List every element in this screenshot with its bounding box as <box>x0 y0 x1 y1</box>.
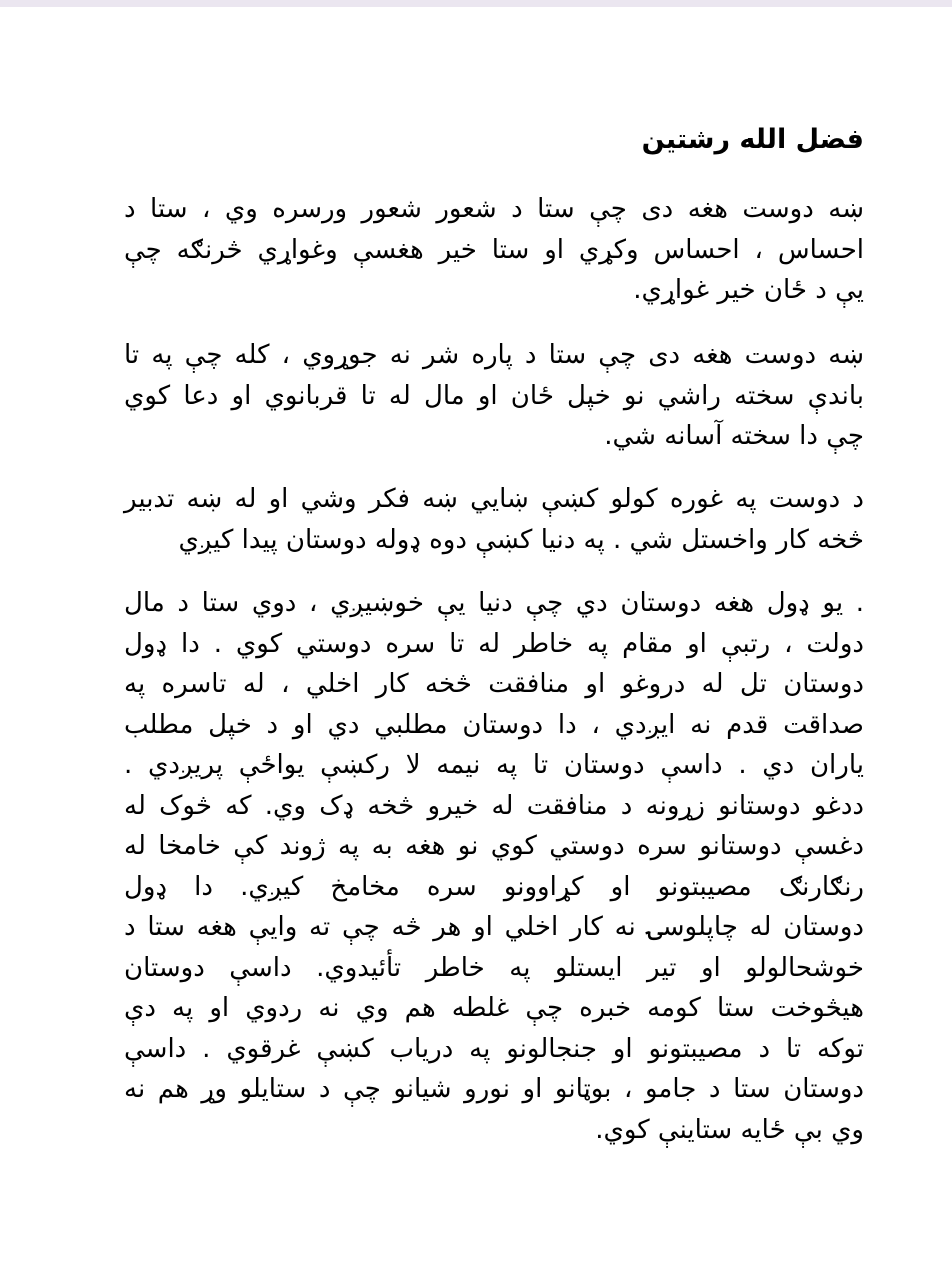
text-line: دوستان له چاپلوسۍ نه کار اخلي او هر څه چې ته وایې هغه ستا د <box>124 912 864 942</box>
text-line: یې د ځان خیر غواړي. <box>633 275 864 305</box>
text-line: صداقت قدم نه ایږدي ، دا دوستان مطلبي دي او د خپل مطلب <box>124 709 864 740</box>
text-line: څخه کار واخستل شي . په دنیا کښې دوه ډوله دوستان پیدا کیږي <box>178 524 864 555</box>
text-line: توکه تا د مصیبتونو او جنجالونو په دریاب کښې غرقوي . داسې <box>124 1033 864 1064</box>
text-line: دولت ، رتبې او مقام په خاطر له تا سره دوستي کوي . دا ډول <box>124 628 864 659</box>
text-line: یاران دي . داسې دوستان تا په نیمه لا رکښې یواځې پریږدي . <box>124 750 864 780</box>
paragraph <box>124 583 864 1150</box>
text-line: دوستان تل له دروغو او منافقت څخه کار اخلي ، له تاسره په <box>124 669 864 699</box>
text-line: د دوست په غوره کولو کښې ښایي ښه فکر وشي او له ښه تدبیر <box>124 484 864 514</box>
document-title: فضل الله رشتين <box>641 124 864 155</box>
text-line: ښه دوست هغه دی چې ستا د شعور شعور ورسره وي ، ستا د <box>124 194 864 224</box>
text-line: ښه دوست هغه دی چې ستا د پاره شر نه جوړوي ، کله چې په تا <box>124 340 864 370</box>
text-line: خوشحالولو او تیر ایستلو په خاطر تأئیدوي. داسې دوستان <box>124 952 864 983</box>
text-line: رنګارنګ مصیبتونو او کړاوونو سره مخامخ کیږي. دا ډول <box>124 871 864 902</box>
text-line: . یو ډول هغه دوستان دي چې دنیا یې خوښیږي ، دوي ستا د مال <box>124 588 864 618</box>
text-line: باندې سخته راشي نو خپل ځان او مال له تا قربانوي او دعا کوي <box>124 380 864 411</box>
paragraph <box>124 335 864 457</box>
paragraph <box>124 189 864 311</box>
text-line: دغسې دوستانو سره دوستي کوي نو هغه به په ژوند کې خامخا له <box>124 831 864 861</box>
text-line: دوستان ستا د جامو ، بوټانو او نورو شیانو چې د ستایلو وړ هم نه <box>124 1074 864 1104</box>
text-line: چې دا سخته آسانه شي. <box>604 421 864 451</box>
text-line: هیڅوخت ستا کومه خبره چې غلطه هم وي نه ردوي او په دې <box>124 993 864 1023</box>
text-line: احساس ، احساس وکړي او ستا خیر هغسې وغواړي څرنګه چې <box>124 234 864 265</box>
paragraph <box>124 479 864 560</box>
text-line: وي بې ځایه ستاینې کوي. <box>595 1114 864 1145</box>
text-line: ددغو دوستانو زړونه د منافقت له خیرو څخه ډک وي. که څوک له <box>124 790 864 821</box>
